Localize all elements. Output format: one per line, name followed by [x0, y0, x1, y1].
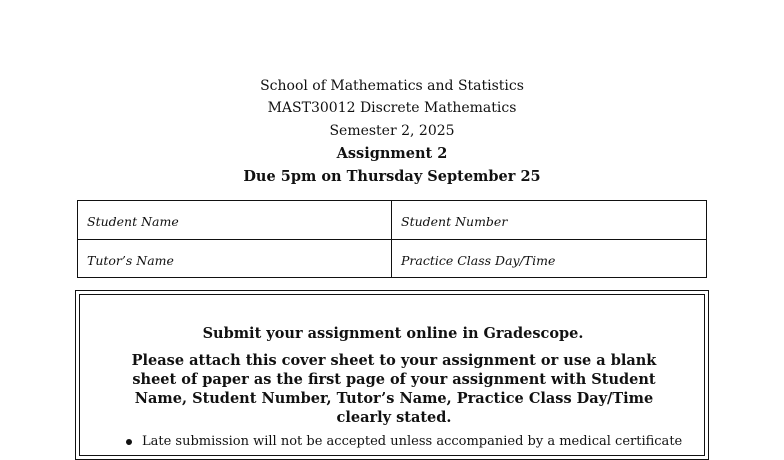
info-row	[78, 201, 706, 240]
practice-class-field[interactable]: Practice Class Day/Time	[401, 253, 556, 268]
student-name-field[interactable]: Student Name	[78, 201, 392, 239]
semester: Semester 2, 2025	[329, 123, 455, 139]
due-date: Due 5pm on Thursday September 25	[243, 168, 541, 185]
info-row	[78, 240, 706, 278]
notice-inner-frame	[79, 294, 705, 456]
student-number-field[interactable]: Student Number	[401, 214, 508, 229]
course-title: MAST30012 Discrete Mathematics	[267, 100, 517, 116]
tutor-name-field[interactable]: Tutor’s Name	[78, 240, 392, 278]
assignment-title: Assignment 2	[336, 145, 448, 162]
notice-bullet-list	[120, 433, 700, 451]
list-item	[120, 433, 700, 451]
bullet-text: Late submission will not be accepted unless accompanied by a medical certificate	[142, 434, 683, 449]
bullet-icon	[126, 439, 132, 445]
student-info-table	[77, 200, 707, 278]
school-name: School of Mathematics and Statistics	[260, 78, 524, 94]
notice-body: Please attach this cover sheet to your assignment or use a blank sheet of paper as the first page of your assignment with Student Name, Student Number, Tutor’s Name, Practice Class Day/Time clearly stated.	[131, 352, 657, 426]
submission-notice-box	[75, 290, 709, 460]
notice-title: Submit your assignment online in Gradescope.	[202, 325, 584, 342]
